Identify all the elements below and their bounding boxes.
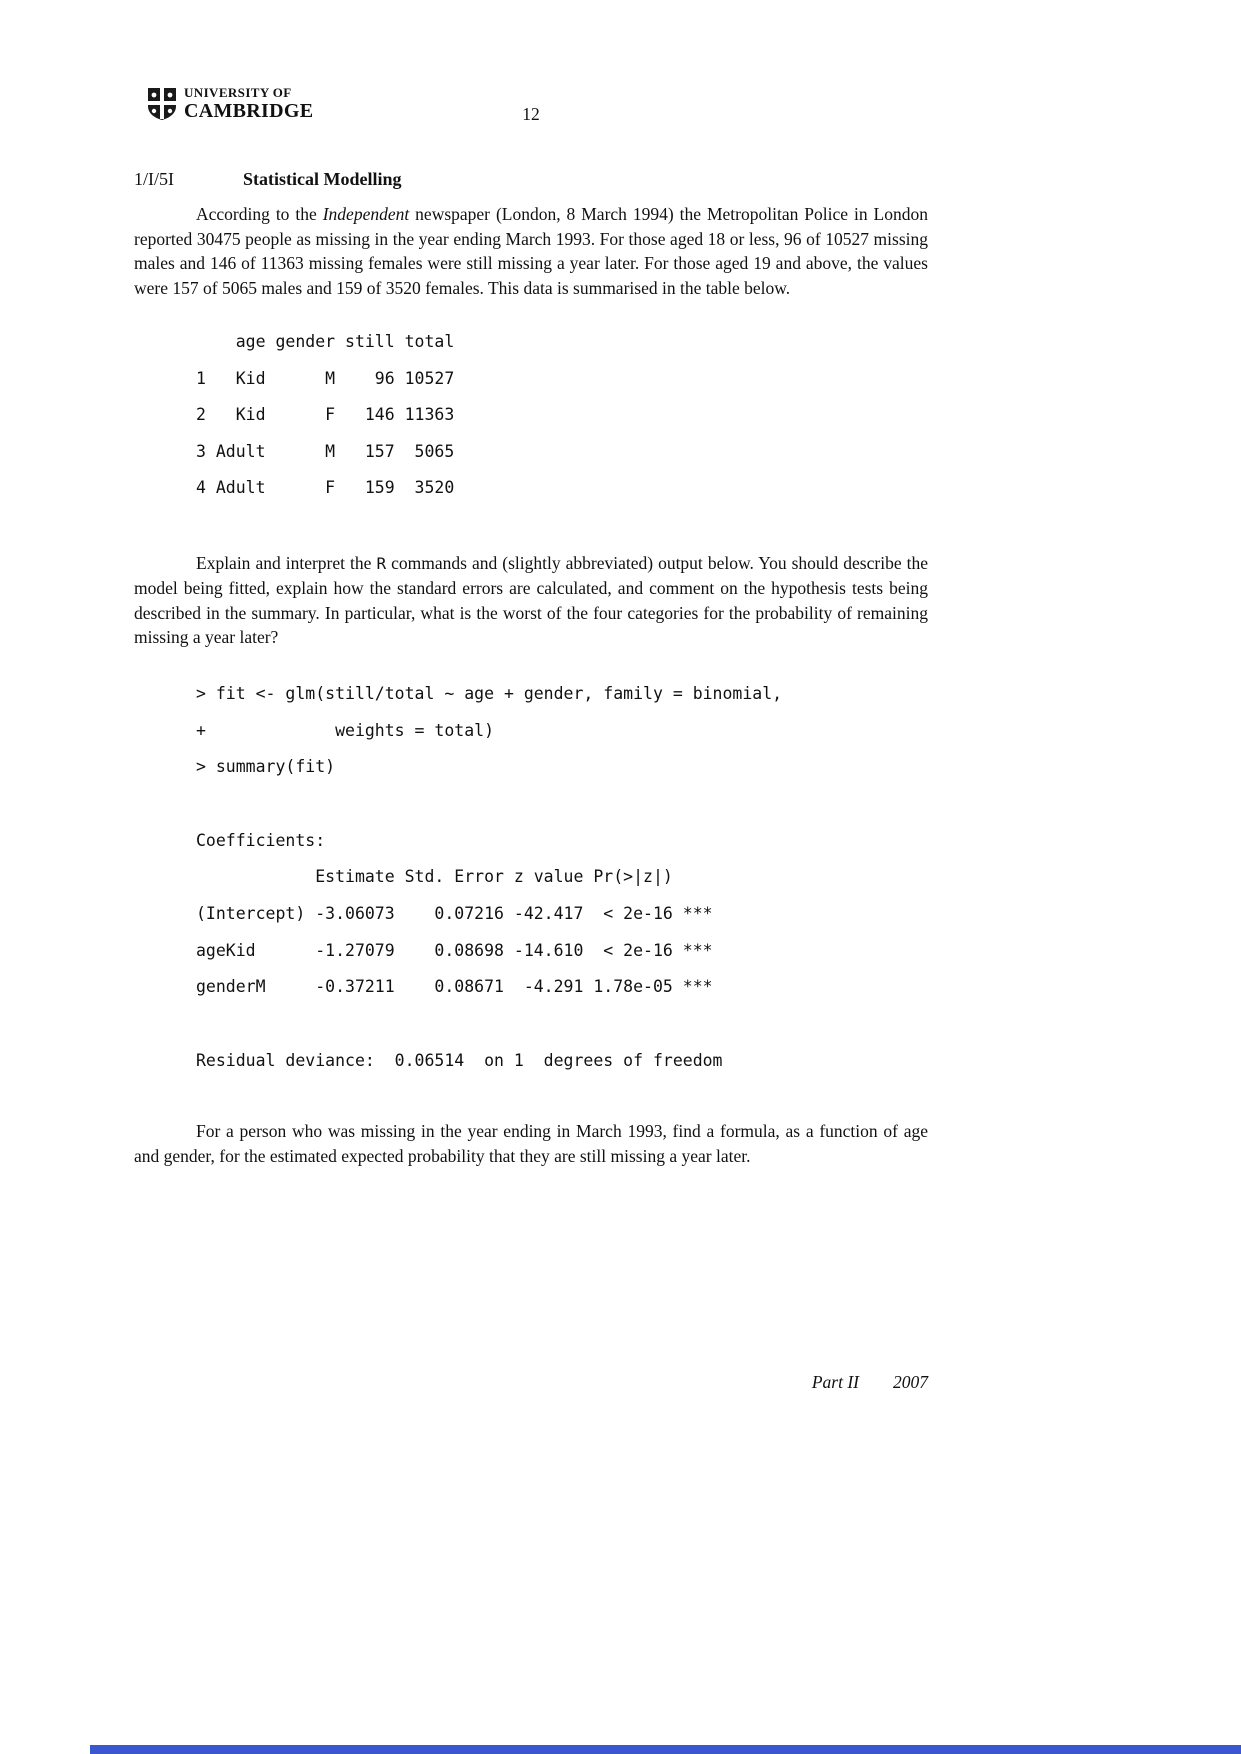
para2-pre: Explain and interpret the	[196, 552, 377, 573]
r-coefficients-block	[196, 823, 928, 1006]
page-number: 12	[522, 104, 540, 124]
paragraph-explain	[134, 551, 928, 650]
r-deviance-block	[196, 1043, 928, 1080]
question-title: Statistical Modelling	[243, 169, 402, 189]
footer-year: 2007	[893, 1372, 928, 1392]
bottom-edge-bar	[90, 1745, 1241, 1754]
table-row: 4 Adult F 159 3520	[196, 478, 455, 498]
paragraph-formula-task: For a person who was missing in the year ending in March 1993, find a formula, as a function of age and gender, for the estimated expected probability that they are still missing a year later.	[134, 1121, 928, 1166]
table-row: 1 Kid M 96 10527	[196, 368, 455, 388]
question-id: 1/I/5I	[134, 169, 174, 189]
code-line: + weights = total)	[196, 720, 495, 740]
r-dataframe-table	[196, 324, 928, 507]
code-line: (Intercept) -3.06073 0.07216 -42.417 < 2e-16 ***	[196, 903, 713, 923]
page-footer	[134, 1372, 928, 1393]
table-header-line: age gender still total	[196, 332, 455, 351]
para2-post: commands and (slightly abbreviated) output below. You should describe the model being fitted, explain how the standard errors are calculated, and comment on the hypothesis tests being described in the summary. In particular, what is the worst of the four categories for the probability of remaining missing a year later?	[134, 552, 928, 648]
table-row: 2 Kid F 146 11363	[196, 405, 455, 425]
para1-pre: According to the	[196, 204, 323, 224]
r-commands-block	[196, 676, 928, 786]
table-row: 3 Adult M 157 5065	[196, 441, 455, 461]
question-header	[134, 168, 928, 190]
para1-post: newspaper (London, 8 March 1994) the Metropolitan Police in London reported 30475 people as missing in the year ending March 1993. For those aged 18 or less, 96 of 10527 missing males and 146 of 11363 missing females were still missing a year later. For those aged 19 and above, the values were 157 of 5065 males and 159 of 3520 females. This data is summarised in the table below.	[134, 204, 929, 298]
paragraph-intro	[134, 202, 928, 300]
logo-university-of: UNIVERSITY OF	[184, 85, 292, 100]
code-line: > fit <- glm(still/total ~ age + gender, family = binomial,	[196, 683, 783, 703]
code-line: Coefficients:	[196, 830, 326, 850]
content-column	[134, 0, 928, 1168]
code-line: Residual deviance: 0.06514 on 1 degrees of freedom	[196, 1050, 723, 1070]
logo-cambridge: CAMBRIDGE	[184, 100, 314, 122]
para2-r-code-word: R	[376, 553, 387, 573]
code-line: ageKid -1.27079 0.08698 -14.610 < 2e-16 ***	[196, 940, 713, 960]
code-line: Estimate Std. Error z value Pr(>|z|)	[196, 867, 673, 887]
code-line: genderM -0.37211 0.08671 -4.291 1.78e-05 ***	[196, 977, 713, 997]
code-line: > summary(fit)	[196, 757, 336, 777]
footer-part-label: Part II	[811, 1372, 859, 1392]
para1-newspaper-name: Independent	[322, 204, 410, 224]
